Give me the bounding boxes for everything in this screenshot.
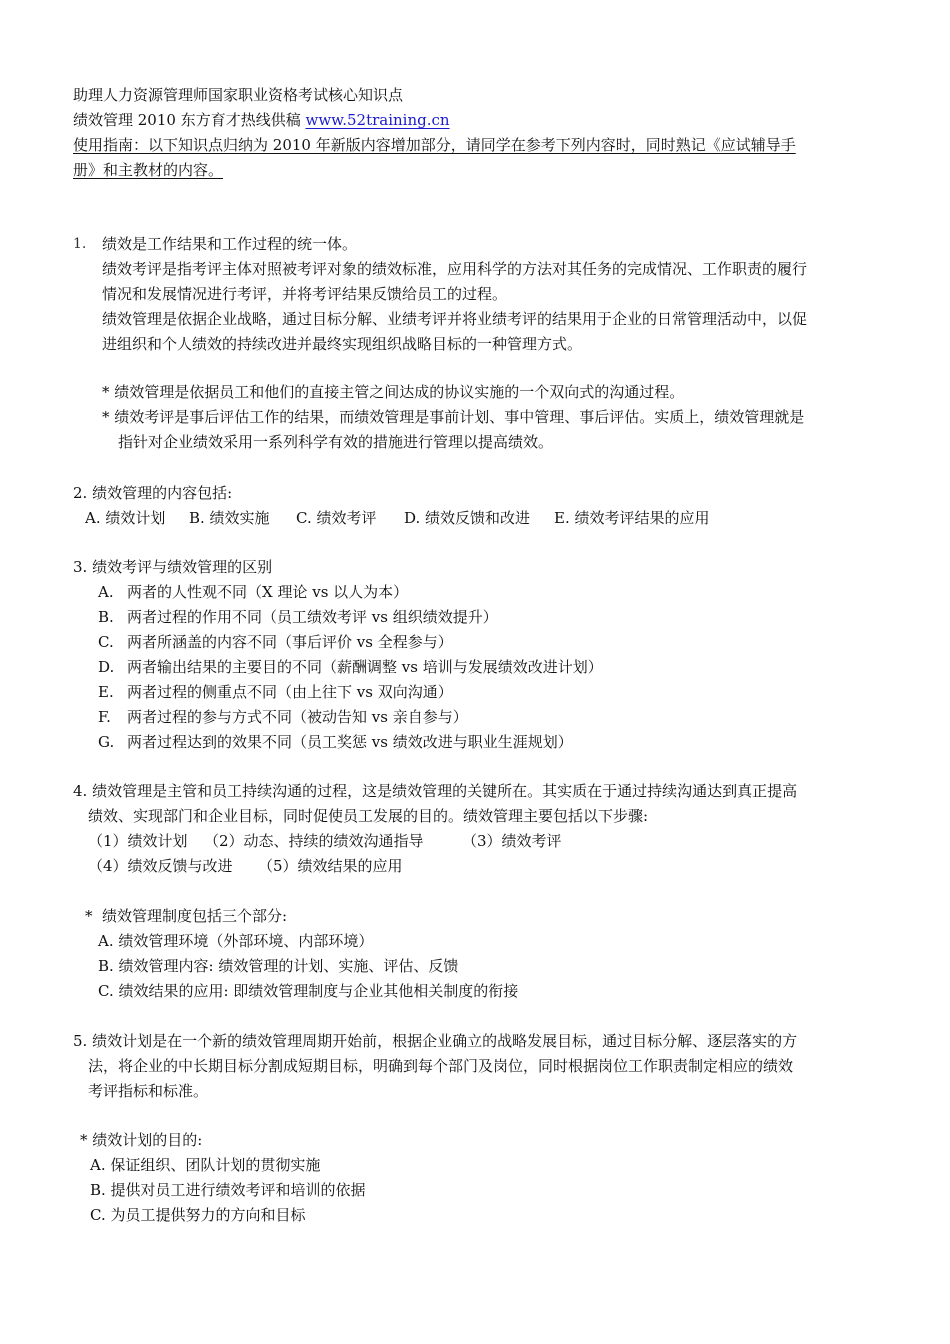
section-3-item-b-text: 两者过程的作用不同（员工绩效考评 vs 组织绩效提升） — [127, 608, 498, 626]
section-2-title: 2. 绩效管理的内容包括: — [73, 484, 233, 502]
section-2-option-a: A. 绩效计划 — [85, 509, 166, 527]
section-4-part-a: A. 绩效管理环境（外部环境、内部环境） — [98, 932, 374, 950]
section-4-line-1: 4. 绩效管理是主管和员工持续沟通的过程，这是绩效管理的关键所在。其实质在于通过持续沟通达到真正提高 — [73, 782, 798, 800]
section-3-title: 3. 绩效考评与绩效管理的区别 — [73, 558, 273, 576]
section-2-option-b: B. 绩效实施 — [189, 509, 270, 527]
section-1-line-2: 绩效考评是指考评主体对照被考评对象的绩效标准，应用科学的方法对其任务的完成情况、工作职责的履行 — [102, 260, 808, 278]
website-link[interactable]: www.52training.cn — [305, 111, 450, 129]
section-3-item-b-letter: B. — [98, 608, 114, 626]
section-4-step-4: （4）绩效反馈与改进 — [88, 857, 233, 875]
section-4-step-5: （5）绩效结果的应用 — [258, 857, 403, 875]
section-5-line-2: 法，将企业的中长期目标分割成短期目标，明确到每个部门及岗位，同时根据岗位工作职责制定相应的绩效 — [88, 1057, 794, 1075]
section-2-option-c: C. 绩效考评 — [296, 509, 377, 527]
subtitle — [73, 108, 450, 133]
section-3-item-e-text: 两者过程的侧重点不同（由上往下 vs 双向沟通） — [127, 683, 453, 701]
document-title: 助理人力资源管理师国家职业资格考试核心知识点 — [73, 86, 404, 104]
section-3-item-g-letter: G. — [98, 733, 115, 751]
section-1-line-5: 进组织和个人绩效的持续改进并最终实现组织战略目标的一种管理方式。 — [102, 335, 583, 353]
section-1-note-2b: 指针对企业绩效采用一系列科学有效的措施进行管理以提高绩效。 — [118, 433, 554, 451]
usage-guide-line-2: 册》和主教材的内容。 — [73, 161, 224, 179]
section-3-item-d-text: 两者输出结果的主要目的不同（薪酬调整 vs 培训与发展绩效改进计划） — [127, 658, 603, 676]
section-5-purpose-b: B. 提供对员工进行绩效考评和培训的依据 — [90, 1181, 366, 1199]
section-1-note-2a: * 绩效考评是事后评估工作的结果，而绩效管理是事前计划、事中管理、事后评估。实质上，绩效管理就是 — [102, 408, 805, 426]
section-4-step-3: （3）绩效考评 — [462, 832, 562, 850]
section-4-step-2: （2）动态、持续的绩效沟通指导 — [204, 832, 424, 850]
section-1-note-1: * 绩效管理是依据员工和他们的直接主管之间达成的协议实施的一个双向式的沟通过程。 — [102, 383, 685, 401]
section-5-line-1: 5. 绩效计划是在一个新的绩效管理周期开始前，根据企业确立的战略发展目标，通过目标分解、逐层落实的方 — [73, 1032, 798, 1050]
section-3-item-d-letter: D. — [98, 658, 115, 676]
section-3-item-g-text: 两者过程达到的效果不同（员工奖惩 vs 绩效改进与职业生涯规划） — [127, 733, 573, 751]
section-3-item-e-letter: E. — [98, 683, 114, 701]
section-2-option-e: E. 绩效考评结果的应用 — [554, 509, 710, 527]
section-4-note: * 绩效管理制度包括三个部分: — [85, 907, 288, 925]
section-1-line-3: 情况和发展情况进行考评，并将考评结果反馈给员工的过程。 — [102, 285, 508, 303]
subtitle-text: 绩效管理 2010 东方育才热线供稿 — [73, 111, 306, 129]
section-3-item-c-letter: C. — [98, 633, 114, 651]
section-5-purpose-c: C. 为员工提供努力的方向和目标 — [90, 1206, 306, 1224]
section-3-item-f-text: 两者过程的参与方式不同（被动告知 vs 亲自参与） — [127, 708, 468, 726]
section-4-step-1: （1）绩效计划 — [88, 832, 188, 850]
section-5-line-3: 考评指标和标准。 — [88, 1082, 209, 1100]
section-4-part-b: B. 绩效管理内容: 绩效管理的计划、实施、评估、反馈 — [98, 957, 459, 975]
section-1-line-4: 绩效管理是依据企业战略，通过目标分解、业绩考评并将业绩考评的结果用于企业的日常管理活动中，以促 — [102, 310, 808, 328]
section-3-item-a-text: 两者的人性观不同（X 理论 vs 以人为本） — [127, 583, 409, 601]
section-3-item-f-letter: F. — [98, 708, 111, 726]
section-1-number: 1. — [73, 236, 87, 252]
section-3-item-c-text: 两者所涵盖的内容不同（事后评价 vs 全程参与） — [127, 633, 453, 651]
section-5-purpose-a: A. 保证组织、团队计划的贯彻实施 — [90, 1156, 321, 1174]
section-2-option-d: D. 绩效反馈和改进 — [404, 509, 531, 527]
section-4-part-c: C. 绩效结果的应用: 即绩效管理制度与企业其他相关制度的衔接 — [98, 982, 519, 1000]
section-5-note: * 绩效计划的目的: — [80, 1131, 203, 1149]
section-3-item-a-letter: A. — [98, 583, 114, 601]
section-4-line-2: 绩效、实现部门和企业目标，同时促使员工发展的目的。绩效管理主要包括以下步骤: — [88, 807, 649, 825]
usage-guide-line-1: 使用指南：以下知识点归纳为 2010 年新版内容增加部分，请同学在参考下列内容时，同时熟记《应试辅导手 — [73, 136, 796, 154]
section-1-line-1: 绩效是工作结果和工作过程的统一体。 — [102, 235, 358, 253]
